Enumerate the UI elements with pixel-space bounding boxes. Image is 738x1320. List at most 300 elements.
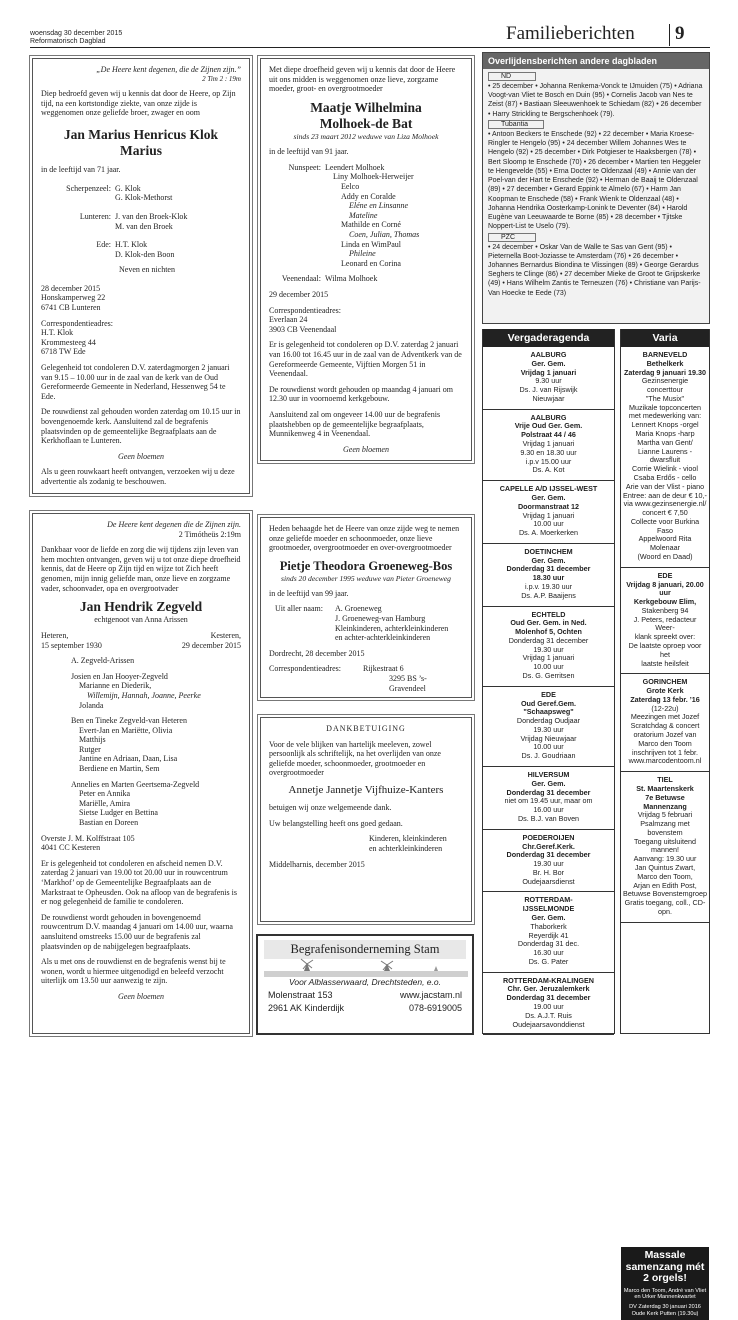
family-name: Mariëlle, Amira bbox=[79, 798, 131, 808]
entry-line: Thaborkerk bbox=[530, 921, 567, 931]
ad-zegveld bbox=[32, 513, 250, 1034]
entry-line: Psalmzang met bovenstem bbox=[640, 819, 690, 837]
ad-molhoek-age: in de leeftijd van 91 jaar. bbox=[269, 147, 349, 157]
agenda-entry bbox=[483, 767, 614, 830]
family-name: Phileine bbox=[349, 249, 376, 259]
ad-zegveld-sub: echtgenoot van Anna Arissen bbox=[94, 615, 188, 625]
corr-line: Krommesteeg 44 bbox=[41, 337, 96, 347]
agenda-entry bbox=[483, 687, 614, 767]
entry-line: Ds. G. Pater bbox=[528, 956, 569, 966]
corr-lines bbox=[363, 664, 463, 693]
windmill-landscape-icon bbox=[264, 959, 468, 977]
stam-phone: 078-6919005 bbox=[408, 1002, 462, 1013]
entry-heading: Donderdag 31 december bbox=[506, 993, 591, 1003]
family-block-2 bbox=[269, 274, 463, 284]
agenda-list bbox=[483, 347, 614, 1035]
entry-line: Donderdag 31 dec. bbox=[517, 939, 580, 949]
ad-zegveld-uitnodiging: Als u met ons de rouwdienst en de begrafenis wenst bij te wonen, wordt u hiermee uitgenodigd en beleefd verzocht uiterlijk om 13.50 uur aanwezig te zijn. bbox=[41, 957, 226, 986]
ad-molhoek-name-1: Maatje Wilhelmina bbox=[310, 99, 422, 115]
family-name: en achter-achterkleinkinderen bbox=[335, 633, 431, 643]
ad-zegveld-dates bbox=[41, 631, 241, 650]
stam-street: Molenstraat 153 bbox=[268, 990, 333, 1001]
entry-heading: BARNEVELD bbox=[642, 350, 688, 359]
entry-heading: Donderdag 31 december bbox=[506, 564, 591, 574]
massale-samenzang-box bbox=[621, 1247, 709, 1320]
address-line: 4041 CC Kesteren bbox=[41, 843, 101, 853]
died-block bbox=[182, 631, 241, 650]
entry-heading: Molenhof 5, Ochten bbox=[515, 627, 582, 637]
family-name: Mathilde en Corné bbox=[341, 220, 401, 230]
ad-klok bbox=[32, 58, 250, 494]
entry-heading: Grote Kerk bbox=[646, 686, 684, 696]
entry-line: Ds. A.P. Baaijens bbox=[521, 590, 576, 600]
entry-line: 19.00 uur bbox=[533, 1002, 564, 1011]
obituaries-tubantia-text: • Antoon Beckers te Enschede (92) • 22 december • Maria Kroese-Ringler te Hengelo (95) • 24 december Willem Johannes Wes te Hengelo (92) • 25 december • Dirk Potgieser te Haaksbergen (78) • Bert Sloomp te Enschede (70) • 26 december • Martien ten Heggeler te Hengevelde (55) • Erna Docter te Oldenzaal (49) • Annie van der Poel-van der Hart te Enschede (92) • Herman de Baaij te Oldenzaal (89) • 27 december • Gerard Eppink te Almelo (67) • Harm Jan Koopman te Enschede (58) • Frank Wienk te Oldenzaal (48) • Johanna Hendrika Oosterkamp-Lonink te Deventer (84) • Harold Eugène van Leeuwaarde te Borne (85) • 28 december • Tjitske Noppert-List te Uselo (79). bbox=[488, 130, 701, 231]
family-name: Leonard en Corina bbox=[341, 258, 401, 268]
family-name: Wilma Molhoek bbox=[325, 274, 378, 284]
ad-klok-age: in de leeftijd van 71 jaar. bbox=[41, 165, 121, 175]
family-name: Peter en Annika bbox=[79, 789, 131, 799]
family-name: Berdiene en Martin, Sem bbox=[79, 764, 160, 774]
family-name: Willemijn, Hannah, Joanne, Peerke bbox=[87, 690, 201, 700]
ad-dank-thanks: betuigen wij onze welgemeende dank. bbox=[269, 803, 392, 813]
entry-line: Gratis toegang, coll., CD-opn. bbox=[624, 898, 706, 916]
vergaderagenda-title: Vergaderagenda bbox=[483, 329, 614, 347]
entry-line: Br. H. Bor bbox=[532, 867, 565, 877]
entry-heading: Vrijdag 8 januari, 20.00 uur bbox=[626, 579, 704, 598]
family-name: Eelco bbox=[341, 182, 360, 192]
entry-heading: Ger. Gem. bbox=[531, 555, 566, 565]
relative-name: M. van den Broek bbox=[115, 221, 173, 231]
ad-molhoek-name bbox=[269, 100, 463, 132]
entry-heading: GORINCHEM bbox=[642, 677, 688, 687]
entry-line: Marco den Toom, bbox=[637, 871, 693, 881]
relative-name: D. Klok-den Boon bbox=[115, 249, 175, 259]
born-place: Heteren, bbox=[41, 630, 69, 640]
family-name: Josien en Jan Hooyer-Zegveld bbox=[71, 671, 168, 681]
entry-line: Scratchdag & concert bbox=[630, 721, 700, 731]
entry-heading: Bethelkerk bbox=[646, 358, 684, 368]
ad-molhoek-condoleance: Er is gelegenheid tot condoleren op D.V. zaterdag 2 januari van 16.00 tot 16.45 uur in de zaal van de Adventkerk van de Gereformeerde Gemeente, Vijftien Morgen 51 in Veenendaal. bbox=[269, 340, 462, 379]
family-name: Rutger bbox=[79, 744, 101, 754]
entry-line: Nieuwjaar bbox=[532, 393, 565, 403]
ad-klok-corr bbox=[41, 319, 241, 357]
entry-heading: HILVERSUM bbox=[527, 770, 570, 780]
entry-line: i.p.v. 19.30 uur bbox=[524, 581, 572, 591]
ad-dank-name: Annetje Jannetje Vijfhuize-Kanters bbox=[288, 783, 444, 796]
family-name: Liny Molhoek-Herweijer bbox=[333, 172, 414, 182]
entry-line: De laatste oproep voor het bbox=[628, 641, 702, 659]
ad-klok-rouwdienst: De rouwdienst zal gehouden worden zaterdag om 10.15 uur in bovengenoemde kerk. Aansluitend zal de begrafenis plaatsvinden op de gemeentelijke Begraafplaats aan de Kerkhoflaan te Lunteren. bbox=[41, 407, 241, 446]
entry-heading: Zaterdag 13 febr. ’16 bbox=[630, 694, 700, 704]
sign-line: en achterkleinkinderen bbox=[369, 843, 443, 853]
entry-heading: 7e Betuwse Mannenzang bbox=[643, 792, 687, 811]
entry-line: Ds. J. van Rijswijk bbox=[519, 385, 578, 395]
relatives-row bbox=[41, 184, 241, 203]
entry-line: J. Peters, redacteur Weer- bbox=[633, 614, 697, 633]
ad-klok-quote: „De Heere kent degenen, die de Zijnen zijn.” bbox=[96, 65, 241, 74]
ad-stam bbox=[256, 934, 474, 1035]
massale-sub: Marco den Toom, André van Vliet en Urker Mannenkwartet bbox=[623, 1287, 707, 1301]
stam-area: Voor Alblasserwaard, Drechtsteden, e.o. bbox=[289, 977, 441, 987]
ad-klok-neven: Neven en nichten bbox=[119, 265, 175, 275]
ad-molhoek-begrafenis: Aansluitend zal om ongeveer 14.00 uur de begrafenis plaatshebben op de gemeentelijke begraafplaats, Munnikenweg 4 in Veenendaal. bbox=[269, 409, 441, 439]
family-name: A. Groeneweg bbox=[335, 604, 382, 614]
entry-heading: CAPELLE A/D IJSSEL-WEST bbox=[499, 484, 598, 494]
varia-column bbox=[620, 329, 710, 1317]
family-name: J. Groeneweg-van Hamburg bbox=[335, 614, 426, 624]
paper-tag-pzc: PZC bbox=[488, 233, 536, 242]
entry-line: Vrijdag Nieuwjaar bbox=[520, 733, 577, 743]
ad-molhoek bbox=[260, 58, 472, 461]
corr-line: Correspondentieadres: bbox=[41, 318, 113, 328]
entry-line: Vrijdag 1 januari bbox=[522, 510, 575, 520]
entry-line: 10.00 uur bbox=[533, 519, 564, 529]
ad-dankbetuiging bbox=[260, 717, 472, 922]
agenda-entry bbox=[483, 481, 614, 544]
entry-heading: "Schaapsweg" bbox=[523, 707, 574, 717]
entry-line: Collecte voor Burkina Faso bbox=[630, 516, 700, 535]
family-name: Eléne en Linsanne bbox=[349, 201, 409, 211]
ad-molhoek-sub: sinds 23 maart 2012 weduwe van Liza Molhoek bbox=[293, 132, 439, 142]
family-name: Evert-Jan en Mariëtte, Olivia bbox=[79, 725, 173, 735]
section-title: Familieberichten bbox=[506, 23, 635, 44]
entry-line: inschrijven tot 1 febr. bbox=[632, 747, 698, 757]
entry-heading: Chr. Ger. Jeruzalemkerk bbox=[507, 984, 590, 994]
entry-heading: AALBURG bbox=[530, 350, 567, 359]
obituaries-title: Overlijdensberichten andere dagbladen bbox=[483, 53, 709, 69]
entry-heading: Vrije Oud Ger. Gem. bbox=[514, 421, 583, 431]
vergaderagenda-column bbox=[482, 329, 615, 1034]
entry-heading: Doormanstraat 12 bbox=[517, 501, 580, 511]
entry-line: Arjan en Edith Post, bbox=[633, 880, 697, 890]
entry-line: Vrijdag 1 januari bbox=[522, 653, 575, 663]
entry-heading: Oud Geref.Gem. bbox=[520, 698, 577, 708]
header-date-block bbox=[30, 30, 122, 45]
relatives-place: Scherpenzeel: bbox=[66, 183, 111, 193]
entry-line: Oudejaarsdienst bbox=[522, 876, 575, 886]
entry-heading: Polstraat 44 / 46 bbox=[521, 430, 576, 440]
varia-entry bbox=[621, 347, 709, 568]
entry-heading: DOETINCHEM bbox=[524, 546, 573, 556]
family-name: Bastian en Doreen bbox=[79, 818, 139, 828]
sign-line: Kinderen, kleinkinderen bbox=[369, 834, 447, 844]
corr-line: 3903 CB Veenendaal bbox=[269, 324, 337, 334]
corr-label: Correspondentieadres: bbox=[269, 664, 341, 674]
entry-line: Csaba Erdős - cello bbox=[633, 472, 697, 482]
family-name: Addy en Coralde bbox=[341, 191, 396, 201]
ad-groeneweg bbox=[260, 517, 472, 698]
entry-heading: Ger. Gem. bbox=[531, 778, 566, 788]
relative-name: G. Klok-Methorst bbox=[115, 193, 173, 203]
family-name: Annelies en Marten Geertsema-Zegveld bbox=[71, 779, 200, 789]
massale-info: DV Zaterdag 30 januari 2016 Oude Kerk Putten (19.30u) bbox=[629, 1304, 701, 1317]
header-rule bbox=[30, 47, 710, 48]
entry-line: 10.00 uur bbox=[533, 742, 564, 752]
entry-line: 19.30 uur bbox=[533, 724, 564, 734]
family-name: Matthijs bbox=[79, 735, 106, 745]
family-names bbox=[325, 163, 419, 269]
family-names bbox=[335, 604, 448, 642]
entry-line: 9.30 en 18.30 uur bbox=[520, 447, 577, 457]
entry-heading: IJSSELMONDE bbox=[522, 904, 575, 914]
relatives-names bbox=[115, 184, 172, 203]
ad-klok-rouwkaart: Als u geen rouwkaart heeft ontvangen, verzoeken wij u deze advertentie als zodanig te beschouwen. bbox=[41, 467, 235, 486]
ad-molhoek-name-2: Molhoek-de Bat bbox=[319, 115, 413, 131]
ad-groeneweg-intro: Heden behaagde het de Heere van onze zijde weg te nemen onze geliefde moeder en schoonmoeder, onze lieve grootmoeder, overgrootmoeder en over-overgrootmoeder bbox=[269, 524, 460, 553]
varia-list bbox=[621, 347, 709, 923]
agenda-entry bbox=[483, 347, 614, 410]
ad-groeneweg-family bbox=[269, 604, 463, 642]
entry-line: Donderdag 31 december bbox=[508, 635, 589, 645]
ad-klok-condoleance: Gelegenheid tot condoleren D.V. zaterdagmorgen 2 januari van 9.15 – 10.00 uur in de zaal van de kerk van de Oud Gereformeerde Gemeente in Nederland, Hessenweg 54 te Ede. bbox=[41, 363, 230, 401]
ad-molhoek-bloemen: Geen bloemen bbox=[343, 444, 389, 454]
entry-heading: AALBURG bbox=[530, 412, 567, 422]
family-name: Mateline bbox=[349, 210, 378, 220]
ad-dank-title: DANKBETUIGING bbox=[326, 724, 406, 733]
entry-line: Arie van der Vlist - piano bbox=[625, 481, 705, 491]
entry-line: concert € 7,50 bbox=[642, 508, 688, 518]
entry-heading: Vrijdag 1 januari bbox=[520, 367, 577, 377]
relatives-row bbox=[41, 240, 241, 259]
corr-line: Everlaan 24 bbox=[269, 315, 308, 325]
entry-line: via www.gezinsenergie.nl/ bbox=[623, 499, 707, 509]
entry-line: Ds. G. Gerritsen bbox=[522, 671, 575, 680]
relatives-names bbox=[115, 240, 174, 259]
ad-molhoek-intro: Met diepe droefheid geven wij u kennis dat door de Heere uit ons midden is weggenomen onze lieve, zorgzame moeder, groot- en overgrootmoeder bbox=[269, 65, 456, 94]
family-block bbox=[269, 163, 463, 269]
ad-zegveld-address bbox=[41, 834, 241, 853]
header-date: woensdag 30 december 2015 bbox=[30, 30, 123, 37]
entry-line: niet om 19.45 uur, maar om bbox=[504, 796, 593, 806]
obituaries-other-papers bbox=[482, 52, 710, 324]
family-name: Ben en Tineke Zegveld-van Heteren bbox=[71, 716, 187, 726]
entry-heading: Donderdag 31 december bbox=[506, 787, 591, 797]
ad-groeneweg-date: Dordrecht, 28 december 2015 bbox=[269, 648, 365, 658]
corr-line: 3295 BS ’s-Gravendeel bbox=[389, 674, 427, 693]
ad-dank-interest: Uw belangstelling heeft ons goed gedaan. bbox=[269, 818, 403, 828]
obituaries-nd-text: • 25 december • Johanna Renkema-Vonck te IJmuiden (75) • Adriana Voogt-van Vliet te Bosch en Duin (95) • Cornelis Jacob van Nes te Zeist (87) • Bastiaan Sleeuwenhoek te Schiedam (82) • 26 december • Harry Strickling te Bergschenhoek (79). bbox=[488, 83, 703, 118]
ad-zegveld-bloemen: Geen bloemen bbox=[118, 991, 164, 1001]
entry-line: Marco den Toom bbox=[638, 738, 692, 748]
entry-heading: Donderdag 31 december bbox=[506, 850, 591, 860]
family-place: Veenendaal: bbox=[281, 274, 321, 284]
died-date: 29 december 2015 bbox=[181, 640, 241, 650]
entry-line: i.p.v 15.00 uur bbox=[525, 456, 572, 466]
entry-line: Ds. A.J.T. Ruis bbox=[525, 1010, 572, 1020]
entry-heading: 18.30 uur bbox=[532, 573, 565, 583]
paper-tag-tubantia: Tubantia bbox=[488, 120, 544, 129]
entry-heading: ECHTELD bbox=[531, 609, 566, 619]
entry-line: Toegang uitsluitend mannen! bbox=[634, 836, 696, 855]
ad-klok-name bbox=[41, 127, 241, 159]
entry-line: Donderdag Oudjaar bbox=[516, 716, 581, 726]
entry-line: 10.00 uur bbox=[533, 662, 564, 672]
entry-line: Betuwse Bovenstemgroep bbox=[623, 889, 707, 899]
family-name: Kleinkinderen, achterkleinkinderen bbox=[335, 623, 449, 633]
address-line: 6741 CB Lunteren bbox=[41, 303, 101, 313]
relative-name: H.T. Klok bbox=[115, 240, 148, 250]
born-date: 15 september 1930 bbox=[41, 640, 102, 650]
corr-line: Rijkestraat 6 bbox=[363, 664, 404, 674]
entry-line: 19.30 uur bbox=[533, 644, 564, 654]
entry-heading: Kerkgebouw Elim, bbox=[633, 597, 697, 607]
massale-title: Massale samenzang mét 2 orgels! bbox=[625, 1249, 705, 1285]
ad-zegveld-family bbox=[41, 656, 241, 828]
entry-line: Jan Quintus Zwart, bbox=[634, 862, 696, 872]
header-paper: Reformatorisch Dagblad bbox=[30, 37, 106, 45]
varia-entry bbox=[621, 568, 709, 675]
stam-title: Begrafenisonderneming Stam bbox=[264, 940, 466, 959]
ad-zegveld-quote: De Heere kent degenen die de Zijnen zijn. bbox=[107, 520, 241, 529]
relatives-names bbox=[115, 212, 187, 231]
header-divider bbox=[669, 24, 670, 46]
entry-line: Oudejaarsavonddienst bbox=[512, 1019, 585, 1029]
address-line: Honskamperweg 22 bbox=[41, 293, 106, 303]
ad-molhoek-date: 29 december 2015 bbox=[269, 289, 329, 299]
ad-klok-name-2: Marius bbox=[120, 142, 162, 158]
entry-line: Ds. A. Kot bbox=[532, 465, 565, 475]
entry-heading: Ger. Gem. bbox=[531, 492, 566, 502]
corr-line: H.T. Klok bbox=[41, 328, 74, 338]
family-name: Jolanda bbox=[79, 700, 104, 710]
family-name: Coen, Julian, Thomas bbox=[349, 230, 420, 240]
entry-heading: POEDEROIJEN bbox=[522, 832, 575, 842]
entry-line: "The Musix" bbox=[645, 393, 685, 403]
relatives-row bbox=[41, 212, 241, 231]
ad-zegveld-intro: Dankbaar voor de liefde en zorg die wij tijdens zijn leven van hem mochten ontvangen, geven wij u tot onze diepe droefheid kennis, dat de Heere op Zijn tijd en wijze tot Zich heeft genomen, mijn innig geliefde man, onze lieve en zorgzame vader, schoonvader, opa en overgrootvader bbox=[41, 545, 241, 593]
entry-line: (Woord en Daad) bbox=[637, 551, 693, 561]
agenda-entry bbox=[483, 892, 614, 972]
entry-heading: EDE bbox=[541, 689, 556, 699]
address-line: 28 december 2015 bbox=[41, 283, 101, 293]
entry-line: 9.30 uur bbox=[535, 376, 562, 386]
entry-heading: ROTTERDAM- bbox=[524, 895, 573, 905]
family-label: Uit aller naam: bbox=[275, 604, 323, 614]
ad-zegveld-condoleance: Er is gelegenheid tot condoleren en afscheid nemen D.V. zaterdag 2 januari van 19.00 tot 20.00 uur in rouwcentrum ‘Markhof’ op de Gemeentelijke Begraafplaats aan de Markstraat te Opheusden. Ook na afloop van de begrafenis is er nog gelegenheid de familie te condoleren. bbox=[41, 858, 237, 907]
died-place: Kesteren, bbox=[210, 630, 241, 640]
varia-title: Varia bbox=[621, 329, 709, 347]
born-block bbox=[41, 631, 102, 650]
entry-line: Maria Knops -harp bbox=[635, 429, 695, 439]
agenda-entry bbox=[483, 973, 614, 1036]
stam-contact-row bbox=[264, 990, 466, 1001]
ad-zegveld-rouwdienst: De rouwdienst wordt gehouden in bovengenoemd rouwcentrum D.V. maandag 4 januari om 14.00 uur, waarna aansluitend omstreeks 15.00 uur de begrafenis zal plaatsvinden op de nabijgelegen begraafplaats. bbox=[41, 912, 233, 951]
entry-line: Stakenberg 94 bbox=[641, 605, 689, 615]
ad-dank-sign bbox=[269, 834, 463, 853]
entry-line: Vrijdag 5 februari bbox=[637, 810, 693, 820]
entry-line: Entree: aan de deur € 10,- bbox=[623, 490, 707, 500]
ad-dank-intro: Voor de vele blijken van hartelijk meeleven, zowel persoonlijk als schriftelijk, na het overlijden van onze geliefde moeder, schoonmoeder, grootmoeder en overgrootmoeder bbox=[269, 739, 441, 778]
entry-line: Corrie Wielink - viool bbox=[632, 464, 698, 474]
ad-dank-place: Middelharnis, december 2015 bbox=[269, 859, 365, 869]
ad-klok-address bbox=[41, 284, 241, 313]
family-name: Marianne en Diederik, bbox=[79, 681, 152, 691]
entry-line: Vrijdag 1 januari bbox=[522, 439, 575, 449]
entry-line: 16.30 uur bbox=[533, 948, 564, 958]
paper-tag-nd: ND bbox=[488, 72, 536, 81]
entry-heading: Chr.Geref.Kerk. bbox=[522, 841, 575, 851]
family-name: Sietse Ludger en Bettina bbox=[79, 808, 158, 818]
stam-contact-row bbox=[264, 1003, 466, 1014]
entry-heading: TIEL bbox=[657, 775, 673, 785]
entry-line: laatste heilsfeit bbox=[641, 658, 689, 668]
ad-groeneweg-sub: sinds 20 december 1995 weduwe van Pieter Groeneweg bbox=[281, 573, 451, 583]
entry-line: Lennert Knops -orgel bbox=[631, 420, 699, 430]
entry-line: Ds. A. Moerkerken bbox=[518, 528, 579, 538]
relatives-place: Lunteren: bbox=[79, 211, 111, 221]
varia-entry bbox=[621, 772, 709, 923]
ad-groeneweg-age: in de leeftijd van 99 jaar. bbox=[269, 588, 349, 598]
corr-line: 6718 TW Ede bbox=[41, 347, 86, 357]
entry-line: Gezinsenergie concerttour bbox=[641, 376, 689, 395]
entry-line: oratorium Jozef van bbox=[633, 730, 697, 740]
entry-line: Reyerdijk 41 bbox=[528, 930, 569, 940]
entry-line: 19.30 uur bbox=[533, 859, 564, 869]
family-name: A. Zegveld-Arissen bbox=[71, 656, 135, 666]
entry-line: Ds. B.J. van Boven bbox=[517, 813, 580, 823]
entry-heading: Zaterdag 9 januari 19.30 bbox=[624, 367, 706, 377]
entry-line: Meezingen met Jozef bbox=[630, 712, 700, 722]
ad-klok-quote-ref: 2 Tim 2 : 19m bbox=[202, 74, 241, 83]
agenda-entry bbox=[483, 607, 614, 687]
agenda-entry bbox=[483, 544, 614, 607]
entry-heading: ROTTERDAM-KRALINGEN bbox=[502, 975, 595, 985]
family-name: Jantine en Adriaan, Daan, Lisa bbox=[79, 754, 178, 764]
ad-zegveld-ref: 2 Timótheüs 2:19m bbox=[178, 529, 241, 539]
obituaries-pzc-text: • 24 december • Oskar Van de Walle te Sas van Gent (95) • Pieternella Boot-Joziasse te Amsterdam (76) • 26 december • Johannes Bernardus Biondina te Vlissingen (89) • George Gerardus Seghers te Clinge (86) • 27 december Mieke de Groot te Grijpskerke (49) • Hans Wilhelm Zantis te Terneuzen (76) • Christiane van Parijs-Van Hoecke te Eede (73) bbox=[488, 243, 701, 297]
entry-line: Appelwoord Rita Molenaar bbox=[638, 534, 692, 553]
entry-line: (12-22u) bbox=[651, 703, 679, 713]
ad-molhoek-corr bbox=[269, 306, 463, 335]
entry-line: Aanvang: 19.30 uur bbox=[633, 854, 697, 864]
entry-heading: Oud Ger. Gem. in Ned. bbox=[510, 618, 587, 628]
ad-groeneweg-corr bbox=[269, 664, 463, 693]
ad-klok-name-1: Jan Marius Henricus Klok bbox=[63, 126, 219, 142]
relatives-place: Ede: bbox=[96, 240, 111, 250]
ad-klok-intro: Diep bedroefd geven wij u kennis dat door de Heere, op Zijn tijd, na een kortstondige ziekte, van onze zijde is weggenomen onze geliefde broer, zwager en oom bbox=[41, 88, 236, 118]
entry-line: Ds. J. Goudriaan bbox=[521, 751, 576, 761]
entry-line: Lianne Laurens -dwarsfluit bbox=[638, 446, 692, 465]
entry-heading: St. Maartenskerk bbox=[636, 783, 694, 793]
entry-heading: Ger. Gem. bbox=[531, 358, 566, 368]
corr-line: Correspondentieadres: bbox=[269, 305, 341, 315]
address-line: Overste J. M. Kolffstraat 105 bbox=[41, 833, 135, 843]
relative-name: G. Klok bbox=[115, 183, 141, 193]
ad-groeneweg-name: Pietje Theodora Groeneweg-Bos bbox=[279, 558, 453, 573]
entry-line: 16.00 uur bbox=[533, 805, 564, 815]
entry-line: klank spreekt over: bbox=[634, 632, 696, 642]
obituaries-body bbox=[483, 69, 709, 298]
agenda-entry bbox=[483, 410, 614, 481]
entry-heading: Ger. Gem. bbox=[531, 912, 566, 922]
page-number: 9 bbox=[675, 23, 685, 44]
entry-line: met medewerking van: bbox=[628, 411, 702, 421]
agenda-entry bbox=[483, 830, 614, 893]
family-place: Nunspeet: bbox=[288, 162, 321, 172]
family-name: Linda en WimPaul bbox=[341, 239, 401, 249]
family-name: Leendert Molhoek bbox=[325, 162, 385, 172]
entry-line: Martha van Gent/ bbox=[637, 437, 693, 447]
stam-website[interactable]: www.jacstam.nl bbox=[399, 990, 462, 1001]
ad-zegveld-name: Jan Hendrik Zegveld bbox=[79, 599, 203, 615]
stam-city: 2961 AK Kinderdijk bbox=[268, 1002, 345, 1013]
ad-molhoek-rouwdienst: De rouwdienst wordt gehouden op maandag 4 januari om 12.30 uur in voornoemd kerkgebouw. bbox=[269, 384, 453, 404]
varia-entry bbox=[621, 674, 709, 772]
entry-line: www.marcodentoom.nl bbox=[628, 756, 702, 766]
entry-heading: EDE bbox=[657, 570, 673, 580]
ad-klok-bloemen: Geen bloemen bbox=[118, 451, 164, 461]
